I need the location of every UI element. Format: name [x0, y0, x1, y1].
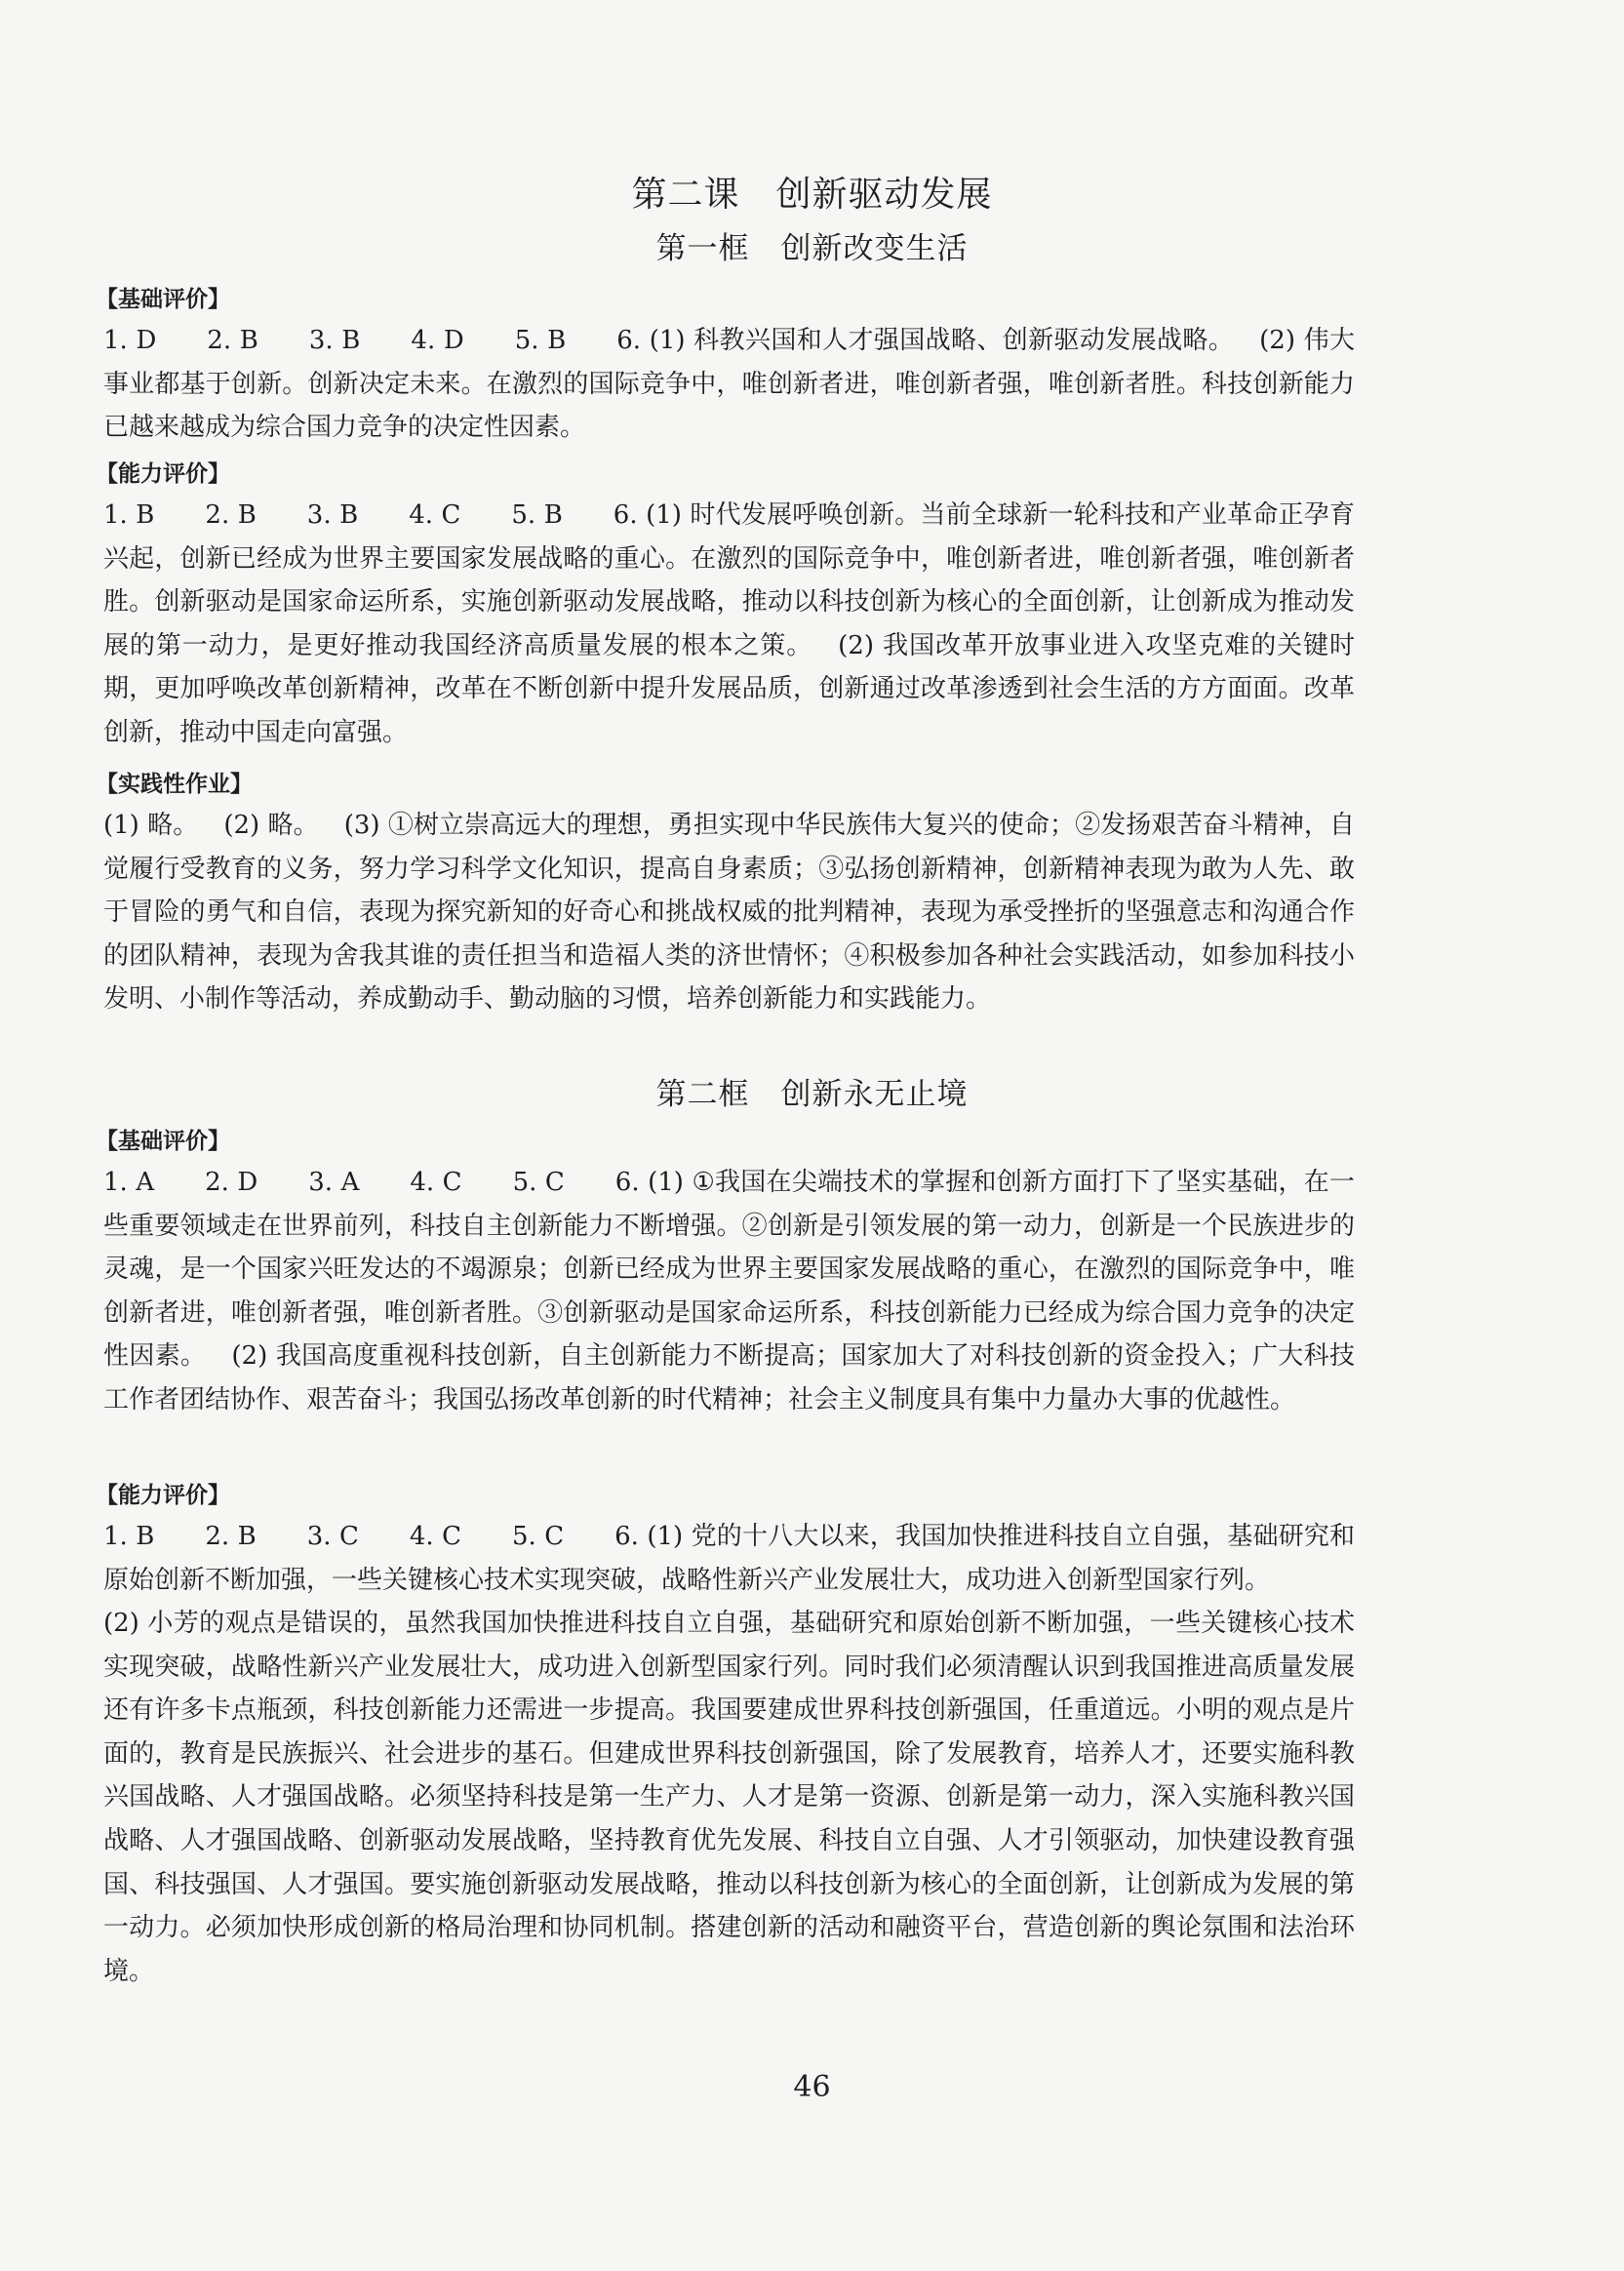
- ability-evaluation-heading: 【能力评价】: [96, 1483, 230, 1508]
- page-number: 46: [793, 2070, 831, 2104]
- section-title: 第二框 创新永无止境: [655, 1077, 969, 1112]
- ability-evaluation-answers: 1. B 2. B 3. B 4. C 5. B 6. (1) 时代发展呼唤创新。当前全球新一轮科技和产业革命正孕育兴起，创新已经成为世界主要国家发展战略的重心。在激烈的国际竞争中，唯创新者进，唯创新者强，唯创新者胜。创新驱动是国家命运所系，实施创新驱动发展战略，推动以科技创新为核心的全面创新，让创新成为推动发展的第一动力，是更好推动我国经济高质量发展的根本之策。 (2) 我国改革开放事业进入攻坚克难的关键时期，更加呼唤改革创新精神，改革在不断创新中提升发展品质，创新通过改革渗透到社会生活的方方面面。改革创新，推动中国走向富强。: [103, 500, 1355, 747]
- basic-evaluation-heading: 【基础评价】: [96, 1129, 230, 1154]
- practice-homework-heading: 【实践性作业】: [96, 772, 253, 797]
- lesson-title: 第二课 创新驱动发展: [631, 175, 993, 215]
- ability-evaluation-answers-part1: 1. B 2. B 3. C 4. C 5. C 6. (1) 党的十八大以来，我国加快推进科技自立自强，基础研究和原始创新不断加强，一些关键核心技术实现突破，战略性新兴产业发展壮大，成功进入创新型国家行列。: [103, 1522, 1355, 1595]
- ability-evaluation-answers-part2: (2) 小芳的观点是错误的，虽然我国加快推进科技自立自强，基础研究和原始创新不断加强，一些关键核心技术实现突破，战略性新兴产业发展壮大，成功进入创新型国家行列。同时我们必须清醒认识到我国推进高质量发展还有许多卡点瓶颈，科技创新能力还需进一步提高。我国要建成世界科技创新强国，任重道远。小明的观点是片面的，教育是民族振兴、社会进步的基石。但建成世界科技创新强国，除了发展教育，培养人才，还要实施科教兴国战略、人才强国战略。必须坚持科技是第一生产力、人才是第一资源、创新是第一动力，深入实施科教兴国战略、人才强国战略、创新驱动发展战略，坚持教育优先发展、科技自立自强、人才引领驱动，加快建设教育强国、科技强国、人才强国。要实施创新驱动发展战略，推动以科技创新为核心的全面创新，让创新成为发展的第一动力。必须加快形成创新的格局治理和协同机制。搭建创新的活动和融资平台，营造创新的舆论氛围和法治环境。: [103, 1609, 1355, 1986]
- basic-evaluation-heading: 【基础评价】: [96, 287, 230, 312]
- ability-evaluation-heading: 【能力评价】: [96, 461, 230, 487]
- section-title: 第一框 创新改变生活: [655, 231, 969, 266]
- basic-evaluation-answers: 1. A 2. D 3. A 4. C 5. C 6. (1) ①我国在尖端技术的掌握和创新方面打下了坚实基础，在一些重要领域走在世界前列，科技自主创新能力不断增强。②创新是引领发展的第一动力，创新是一个民族进步的灵魂，是一个国家兴旺发达的不竭源泉；创新已经成为世界主要国家发展战略的重心，在激烈的国际竞争中，唯创新者进，唯创新者强，唯创新者胜。③创新驱动是国家命运所系，科技创新能力已经成为综合国力竞争的决定性因素。 (2) 我国高度重视科技创新，自主创新能力不断提高；国家加大了对科技创新的资金投入；广大科技工作者团结协作、艰苦奋斗；我国弘扬改革创新的时代精神；社会主义制度具有集中力量办大事的优越性。: [103, 1168, 1355, 1414]
- practice-homework-answers: (1) 略。 (2) 略。 (3) ①树立崇高远大的理想，勇担实现中华民族伟大复兴的使命；②发扬艰苦奋斗精神，自觉履行受教育的义务，努力学习科学文化知识，提高自身素质；③弘扬创新精神，创新精神表现为敢为人先、敢于冒险的勇气和自信，表现为探究新知的好奇心和挑战权威的批判精神，表现为承受挫折的坚强意志和沟通合作的团队精神，表现为舍我其谁的责任担当和造福人类的济世情怀；④积极参加各种社会实践活动，如参加科技小发明、小制作等活动，养成勤动手、勤动脑的习惯，培养创新能力和实践能力。: [103, 811, 1355, 1015]
- basic-evaluation-answers: 1. D 2. B 3. B 4. D 5. B 6. (1) 科教兴国和人才强国战略、创新驱动发展战略。 (2) 伟大事业都基于创新。创新决定未来。在激烈的国际竞争中，唯创新者进，唯创新者强，唯创新者胜。科技创新能力已越来越成为综合国力竞争的决定性因素。: [103, 326, 1355, 443]
